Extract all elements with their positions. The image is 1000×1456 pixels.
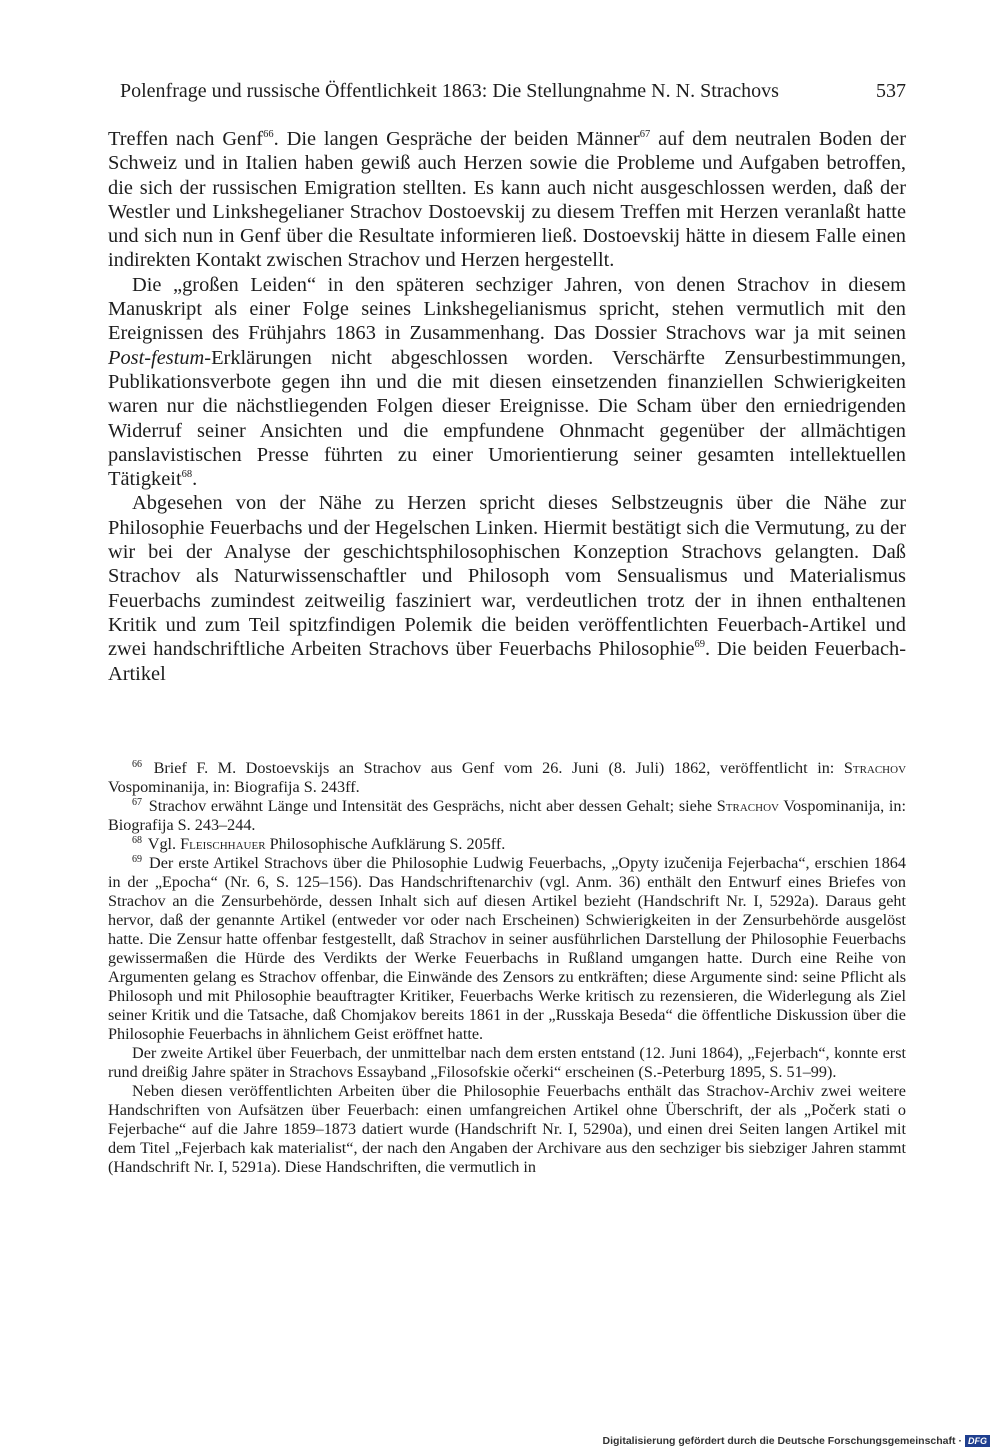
footnote-69-continued-1: Der zweite Artikel über Feuerbach, der unmittelbar nach dem ersten entstand (12. Juni 1864), „Fejerbach“, konnte erst rund dreißig Jahre später in Strachovs Essayband „Filosofskie očerki“ erscheinen (S.-Peterburg 1895, S. 51–99). bbox=[108, 1044, 906, 1081]
paragraph-3 bbox=[108, 491, 906, 685]
footnote-text: Der erste Artikel Strachovs über die Philosophie Ludwig Feuerbachs, „Opyty izučenija Fejerbacha“, erschien 1864 in der „Epocha“ (Nr. 6, S. 125–156). Das Handschriftenarchiv (vgl. Anm. 36) enthält den Entwurf eines Briefes von Strachov an die Zensurbehörde, dessen Inhalt sich auf diesen Artikel bezieht (Handschrift Nr. I, 5292a). Daraus geht hervor, daß der genannte Artikel (entweder vor oder nach Erscheinen) Schwierigkeiten in der Zensurbehörde ausgelöst hatte. Die Zensur hatte offenbar festgestellt, daß Strachov in seiner ausführlichen Darstellung der Philosophie Feuerbachs gewissermaßen die Hürde des Verdikts der Werke Feuerbachs in Rußland umgangen hatte. Durch eine Reihe von Argumenten gelang es Strachov offenbar, die Einwände des Zensors zu entkräften; diese Argumente sind: seine Pflicht als Philosoph und mit Philosophie beauftragter Kritiker, Feuerbachs Werke kritisch zu rezensieren, die Widerlegung als Ziel seiner Kritik und die Tatsache, daß Chomjakov bereits 1861 in der „Russkaja Beseda“ die öffentliche Diskussion über die Philosophie Feuerbachs in ähnlichem Geist eröffnet hatte. bbox=[108, 854, 906, 1043]
paragraph-2-text-a: Die „großen Leiden“ in den späteren sechziger Jahren, von denen Strachov in diesem Manuskript als einer Folge seines Linkshegelianismus spricht, stehen vermutlich mit den Ereignissen des Frühjahrs 1863 in Zusammenhang. Das Dossier Strachovs war ja mit seinen bbox=[108, 273, 906, 345]
footnote-text: Vospominanija, in: Biografija S. 243ff. bbox=[108, 778, 360, 796]
paragraph-2-text-b: -Erklärungen nicht abgeschlossen worden. Verschärfte Zensurbestimmungen, Publikationsverbote gegen ihn und die mit diesen einsetzenden finanziellen Schwierigkeiten waren nur die nächstliegenden Folgen dieser Ereignisse. Die Scham über den erniedrigenden Widerruf seiner Ansichten und die empfundene Ohnmacht gegenüber der allmächtigen panslavistischen Presse führten zu einer Umorientierung seiner gesamten intellektuellen Tätigkeit bbox=[108, 346, 906, 491]
footnote-68 bbox=[108, 835, 906, 854]
footnote-ref-66[interactable]: 66 bbox=[263, 129, 274, 141]
footnote-67 bbox=[108, 797, 906, 835]
footnote-number: 69 bbox=[132, 853, 142, 865]
footnote-66 bbox=[108, 759, 906, 797]
footer-text: Digitalisierung gefördert durch die Deutsche Forschungsgemeinschaft bbox=[602, 1435, 956, 1447]
digitization-footer bbox=[603, 1432, 990, 1450]
main-text bbox=[108, 127, 906, 686]
footnote-text: Vgl. bbox=[147, 835, 181, 853]
author-smallcaps: Fleischhauer bbox=[180, 835, 266, 853]
paragraph-1-text-b: . Die langen Gespräche der beiden Männer bbox=[273, 128, 640, 150]
footnote-number: 68 bbox=[132, 834, 142, 846]
footnote-text: Vospominanija, in: Biografija S. 243–244. bbox=[108, 797, 906, 834]
footnote-69 bbox=[108, 854, 906, 1044]
paragraph-2-italic: Post-festum bbox=[108, 346, 205, 369]
footnotes bbox=[108, 759, 906, 1177]
paragraph-1-text-a: Treffen nach Genf bbox=[108, 128, 264, 150]
footnote-ref-67[interactable]: 67 bbox=[639, 129, 651, 141]
footnote-text: Brief F. M. Dostoevskijs an Strachov aus Genf vom 26. Juni (8. Juli) 1862, veröffentlicht in: bbox=[153, 759, 844, 777]
footnote-ref-68[interactable]: 68 bbox=[181, 469, 193, 481]
footnote-69-continued-2: Neben diesen veröffentlichten Arbeiten über die Philosophie Feuerbachs enthält das Strachov-Archiv zwei weitere Handschriften von Aufsätzen über Feuerbach: einen umfangreichen Artikel ohne Überschrift, der als „Počerk stati o Fejerbache“ auf die Jahre 1859–1873 datiert wurde (Handschrift Nr. I, 5290a), und einen drei Seiten langen Artikel mit dem Titel „Fejerbach kak materialist“, der nach den Angaben der Archivare aus den sechziger bis siebziger Jahren stammt (Handschrift Nr. I, 5291a). Diese Handschriften, die vermutlich in bbox=[108, 1082, 906, 1176]
paragraph-2-text-c: . bbox=[192, 468, 198, 491]
running-header bbox=[120, 80, 906, 110]
dfg-logo-icon: DFG bbox=[965, 1435, 990, 1447]
footnote-ref-69[interactable]: 69 bbox=[694, 639, 706, 651]
author-smallcaps: Strachov bbox=[716, 797, 779, 815]
paragraph-3-text-a: Abgesehen von der Nähe zu Herzen spricht dieses Selbstzeugnis über die Nähe zur Philosophie Feuerbachs und der Hegelschen Linken. Hiermit bestätigt sich die Vermutung, zu der wir bei der Analyse der geschichtsphilosophischen Konzeption Strachovs gelangten. Daß Strachov als Naturwissenschaftler und Philosoph vom Sensualismus und Materialismus Feuerbachs zumindest zeitweilig fasziniert war, verdeutlichen trotz der in ihnen enthaltenen Kritik und zum Teil spitzfindigen Polemik die beiden veröffentlichten Feuerbach-Artikel und zwei handschriftliche Arbeiten Strachovs über Feuerbachs Philosophie bbox=[108, 492, 906, 661]
footnote-text: Philosophische Aufklärung S. 205ff. bbox=[265, 835, 506, 853]
paragraph-1-text-c: auf dem neutralen Boden der Schweiz und in Italien haben gewiß auch Herzen sowie die Probleme und Aufgaben betroffen, die sich der russischen Emigration stellten. Es kann auch nicht ausgeschlossen werden, daß der Westler und Linkshegelianer Strachov Dostoevskij zu diesem Treffen mit Herzen veranlaßt hatte und sich nun in Genf über die Resultate informieren ließ. Dostoevskij hätte in diesem Falle einen indirekten Kontakt zwischen Strachov und Herzen hergestellt. bbox=[108, 128, 907, 272]
author-smallcaps: Strachov bbox=[843, 759, 907, 777]
footnote-text: Strachov erwähnt Länge und Intensität des Gesprächs, nicht aber dessen Gehalt; siehe bbox=[148, 797, 717, 815]
running-title: Polenfrage und russische Öffentlichkeit 1863: Die Stellungnahme N. N. Strachovs bbox=[120, 80, 779, 102]
paragraph-3-text-b: . Die beiden Feuerbach-Artikel bbox=[108, 638, 906, 685]
footer-separator: · bbox=[958, 1435, 962, 1447]
footnote-number: 66 bbox=[132, 758, 142, 770]
footnote-number: 67 bbox=[132, 796, 142, 808]
paragraph-2 bbox=[108, 273, 906, 492]
paragraph-1 bbox=[108, 127, 906, 273]
page-number: 537 bbox=[876, 80, 906, 102]
